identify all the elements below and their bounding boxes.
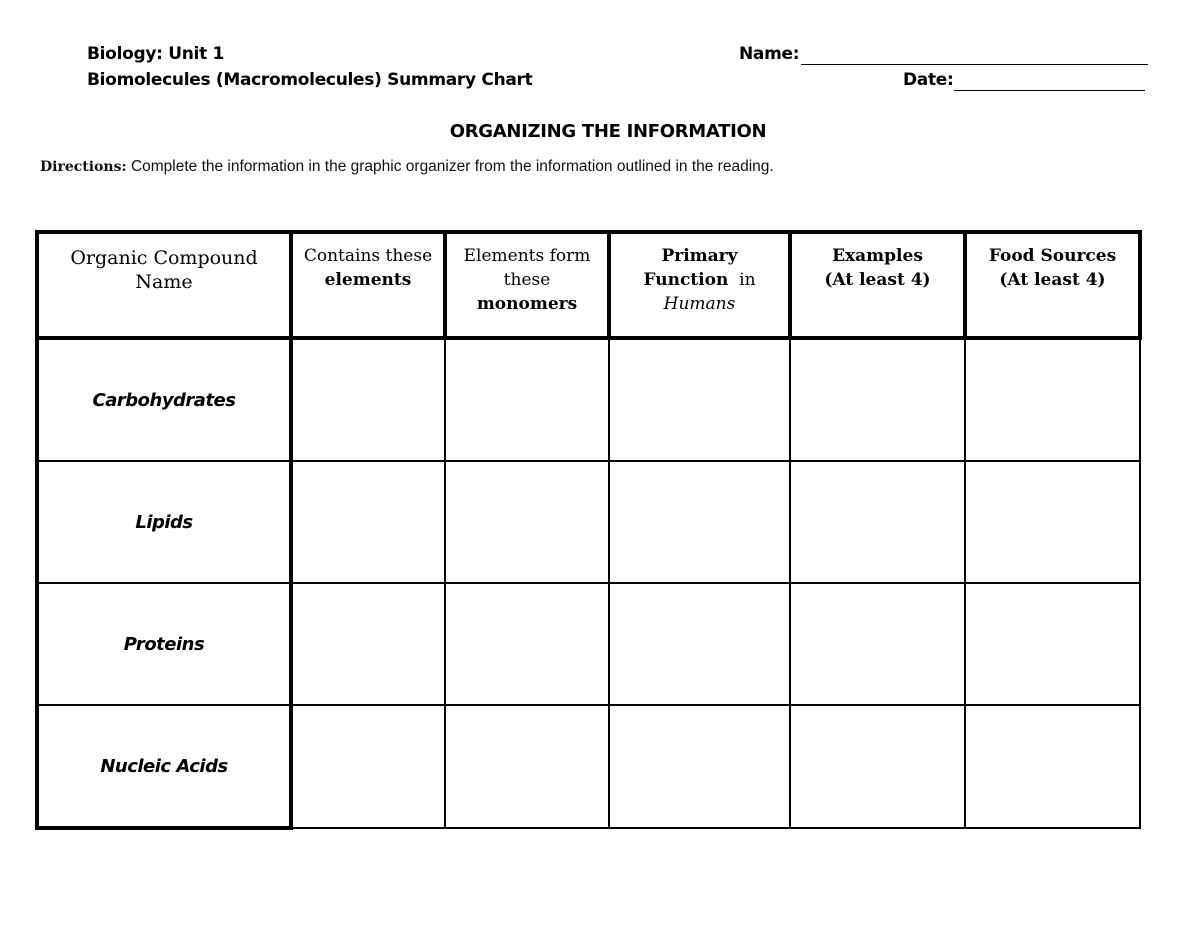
date-label: Date: — [903, 70, 954, 90]
answer-cell[interactable] — [445, 461, 609, 583]
answer-cell[interactable] — [965, 583, 1140, 705]
answer-cell[interactable] — [609, 461, 790, 583]
directions-label: Directions: — [40, 159, 127, 175]
page-title: ORGANIZING THE INFORMATION — [449, 121, 767, 142]
answer-cell[interactable] — [291, 461, 445, 583]
header-examples: Examples (At least 4) — [790, 232, 965, 338]
answer-cell[interactable] — [609, 338, 790, 461]
table-row — [37, 338, 1140, 461]
answer-cell[interactable] — [445, 705, 609, 828]
answer-cell[interactable] — [790, 705, 965, 828]
answer-cell[interactable] — [790, 338, 965, 461]
answer-cell[interactable] — [291, 583, 445, 705]
unit-title: Biology: Unit 1 — [87, 44, 225, 64]
answer-cell[interactable] — [790, 583, 965, 705]
worksheet-subtitle: Biomolecules (Macromolecules) Summary Chart — [87, 70, 533, 90]
name-label: Name: — [739, 44, 800, 64]
row-label-nucleic-acids: Nucleic Acids — [37, 705, 291, 828]
answer-cell[interactable] — [965, 338, 1140, 461]
row-label-carbohydrates: Carbohydrates — [37, 338, 291, 461]
header-monomers: Elements form these monomers — [445, 232, 609, 338]
answer-cell[interactable] — [609, 583, 790, 705]
answer-cell[interactable] — [609, 705, 790, 828]
table-header-row — [37, 232, 1140, 338]
answer-cell[interactable] — [790, 461, 965, 583]
name-field[interactable] — [801, 64, 1148, 65]
header-food-sources: Food Sources (At least 4) — [965, 232, 1140, 338]
answer-cell[interactable] — [965, 461, 1140, 583]
directions — [40, 158, 774, 176]
graphic-organizer-table — [35, 230, 1142, 830]
row-label-lipids: Lipids — [37, 461, 291, 583]
header-primary-function: Primary Function in Humans — [609, 232, 790, 338]
header-elements: Contains these elements — [291, 232, 445, 338]
answer-cell[interactable] — [445, 338, 609, 461]
answer-cell[interactable] — [291, 705, 445, 828]
table-row — [37, 705, 1140, 828]
date-field[interactable] — [954, 90, 1145, 91]
answer-cell[interactable] — [965, 705, 1140, 828]
directions-text: Complete the information in the graphic organizer from the information outlined in the reading. — [130, 158, 774, 175]
row-label-proteins: Proteins — [37, 583, 291, 705]
table-row — [37, 461, 1140, 583]
header-compound-name: Organic Compound Name — [37, 232, 291, 338]
answer-cell[interactable] — [291, 338, 445, 461]
table-row — [37, 583, 1140, 705]
answer-cell[interactable] — [445, 583, 609, 705]
